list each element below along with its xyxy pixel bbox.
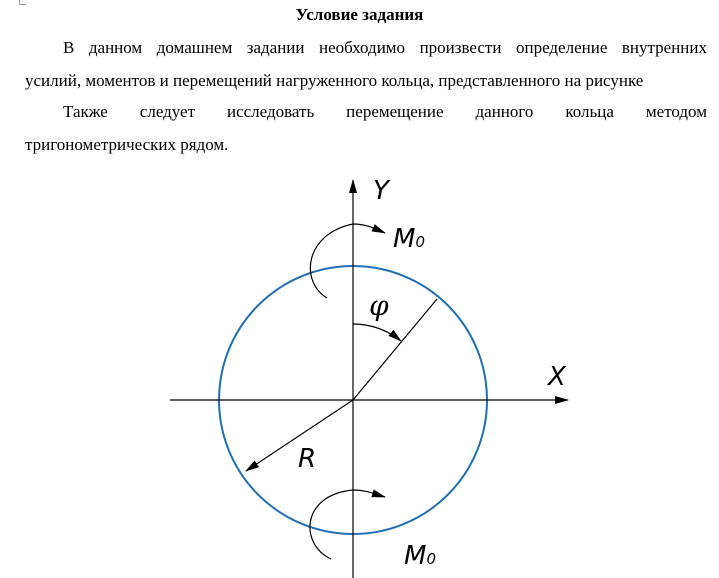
bottom-moment-label-base: M [404,541,427,571]
bottom-moment-label-sub: 0 [426,550,436,568]
top-moment-label-sub: 0 [415,233,425,251]
bottom-moment-label [404,541,436,571]
axis-y-label: Y [373,176,389,206]
paragraph-1-line-1: В данном домашнем задании необходимо произвести определение внутренних [63,38,707,57]
paragraph-2-line-2: тригонометрических рядом. [25,135,229,154]
radius-label: R [298,444,317,474]
top-moment-arc [310,224,385,298]
document-heading: Условие задания [295,5,424,24]
top-moment-label [393,224,425,254]
angle-arc [353,324,401,341]
bottom-moment-arc [310,490,385,559]
axis-x-label: X [548,362,566,392]
top-moment-label-base: M [393,224,416,254]
paragraph-2-line-1: Также следует исследовать перемещение данного кольца методом [63,102,707,121]
paragraph-1-line-2: усилий, моментов и перемещений нагруженного кольца, представленного на рисунке [25,71,644,90]
angle-radius-line [353,299,437,400]
angle-label: φ [369,289,389,322]
